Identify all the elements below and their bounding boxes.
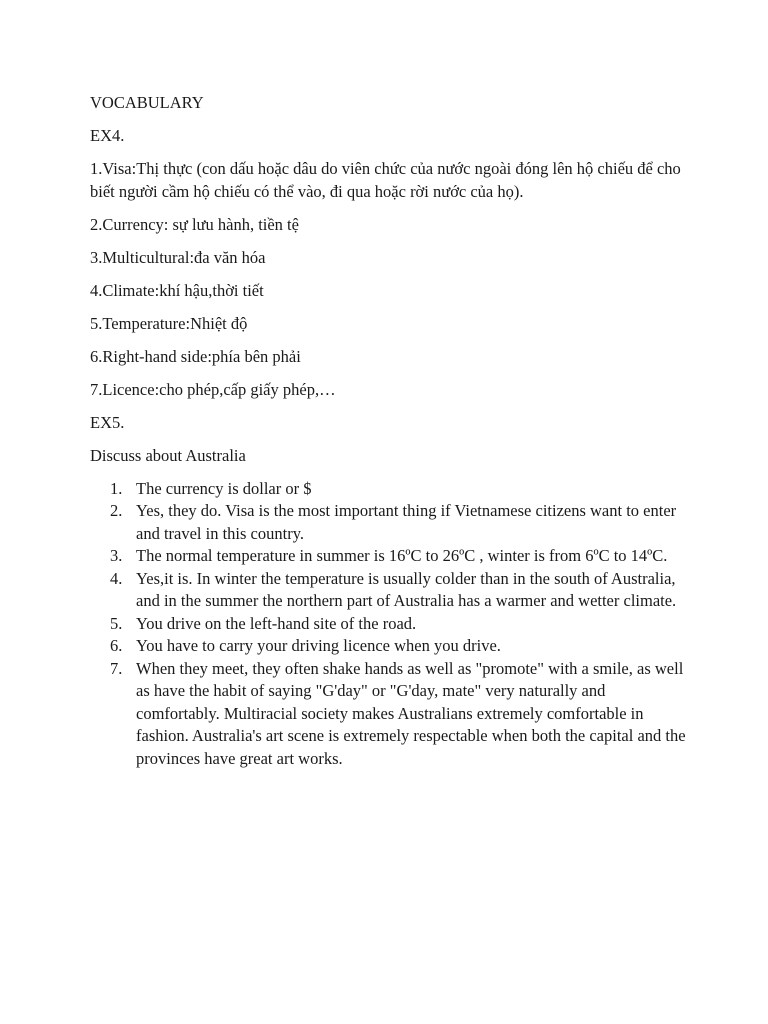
vocab-item: 7.Licence:cho phép,cấp giấy phép,… bbox=[90, 379, 336, 399]
answer-item bbox=[90, 658, 690, 771]
answer-number: 4. bbox=[110, 568, 123, 588]
answer-item bbox=[90, 500, 690, 545]
answer-item bbox=[90, 478, 690, 501]
vocab-item: 6.Right-hand side:phía bên phải bbox=[90, 346, 301, 366]
answer-text: You drive on the left-hand site of the road. bbox=[136, 613, 417, 633]
answer-item bbox=[90, 568, 690, 613]
answer-item bbox=[90, 613, 690, 636]
answer-item bbox=[90, 545, 690, 568]
answer-number: 7. bbox=[110, 658, 123, 678]
vocab-item: 2.Currency: sự lưu hành, tiền tệ bbox=[90, 214, 299, 234]
answer-text: Yes,it is. In winter the temperature is usually colder than in the south of Australia, and in the summer the northern part of Australia has a warmer and wetter climate. bbox=[136, 568, 677, 610]
answer-text: When they meet, they often shake hands as well as "promote" with a smile, as well as have the habit of saying "G'day" or "G'day, mate" very naturally and comfortably. Multiracial society makes Australians extremely comfortable in fashion. Australia's art scene is extremely respectable when both the capital and the provinces have great art works. bbox=[136, 658, 686, 768]
answer-number: 1. bbox=[110, 478, 123, 498]
answer-text: The normal temperature in summer is 16ºC to 26ºC , winter is from 6ºC to 14ºC. bbox=[136, 546, 668, 565]
answer-number: 6. bbox=[110, 636, 123, 655]
document-heading: VOCABULARY bbox=[90, 93, 204, 112]
exercise-5-intro: Discuss about Australia bbox=[90, 445, 246, 465]
answer-text: Yes, they do. Visa is the most important thing if Vietnamese citizens want to enter and travel in this country. bbox=[136, 501, 677, 543]
vocab-item: 3.Multicultural:đa văn hóa bbox=[90, 247, 266, 267]
vocab-item: 1.Visa:Thị thực (con dấu hoặc dâu do viên chức của nước ngoài đóng lên hộ chiếu để cho biết người cầm hộ chiếu có thể vào, đi qua hoặc rời nước của họ). bbox=[90, 159, 681, 201]
answer-number: 5. bbox=[110, 613, 123, 633]
answer-number: 3. bbox=[110, 546, 123, 565]
vocab-item: 4.Climate:khí hậu,thời tiết bbox=[90, 280, 264, 300]
exercise-5-label: EX5. bbox=[90, 412, 125, 432]
answer-item bbox=[90, 635, 690, 658]
answer-number: 2. bbox=[110, 501, 123, 520]
answer-text: The currency is dollar or $ bbox=[136, 478, 312, 498]
exercise-4-label: EX4. bbox=[90, 126, 125, 145]
answer-list bbox=[90, 478, 690, 771]
answer-text: You have to carry your driving licence when you drive. bbox=[136, 636, 501, 655]
document-page bbox=[90, 92, 690, 770]
vocab-item: 5.Temperature:Nhiệt độ bbox=[90, 313, 248, 333]
